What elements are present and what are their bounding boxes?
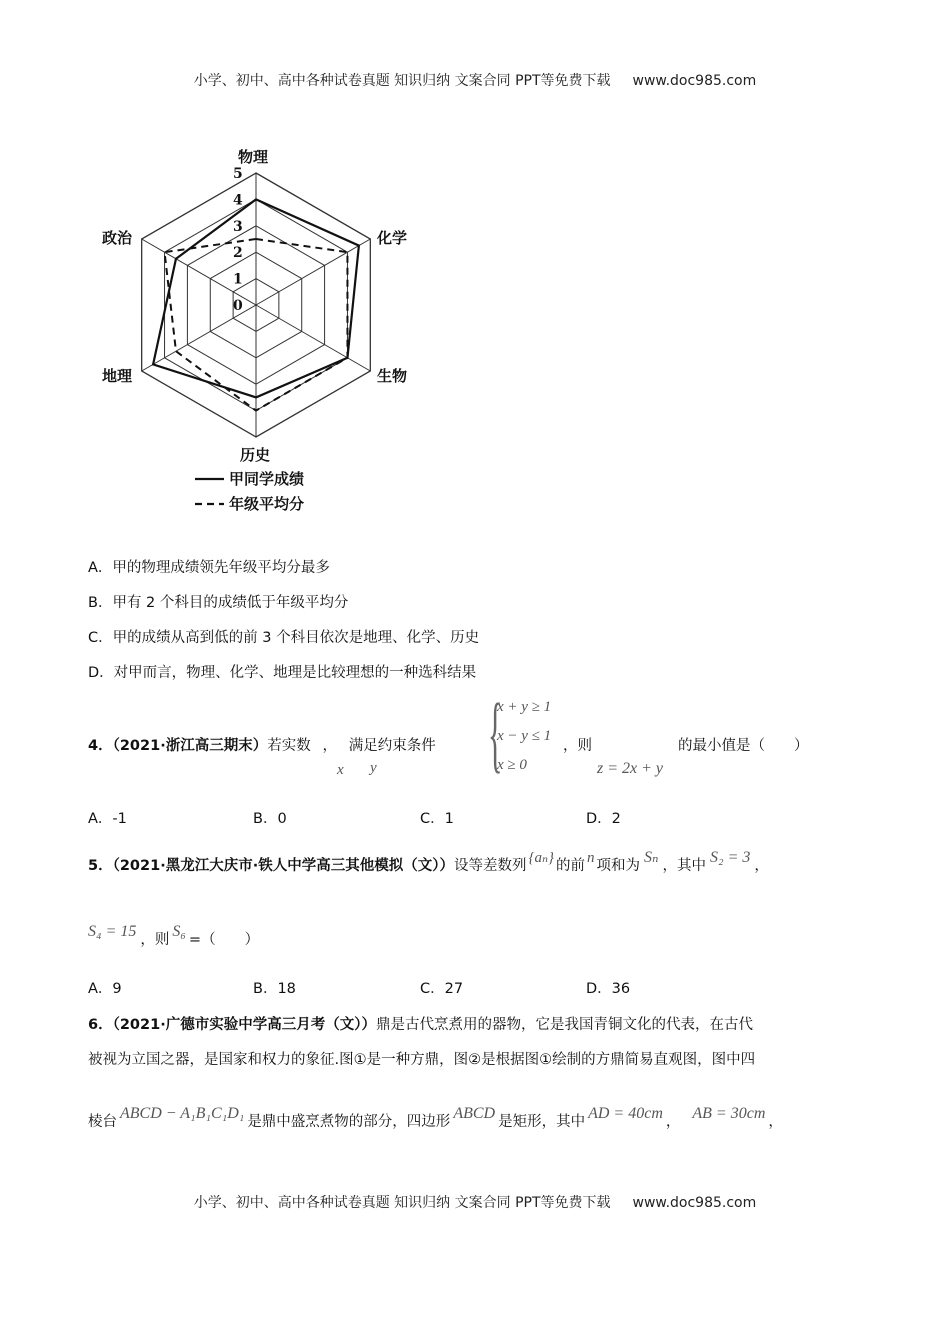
q6-ad: AD = 40cm [588,1105,663,1122]
q4-stem [88,734,436,755]
axis-label-5: 政治 [101,229,133,247]
q5-option-a: A．9 [88,981,122,997]
q4-text3: ，则 [563,738,592,754]
q5-source: （2021·黑龙江大庆市·铁人中学高三其他模拟（文）） [112,858,454,874]
tick-label-2: 2 [233,245,243,262]
q4-option-b: B．0 [253,811,287,827]
q4-option-d: D．2 [586,811,621,827]
q4-comma: ， [322,738,337,754]
axis-label-3: 历史 [239,446,271,464]
q6-line3 [88,1105,783,1131]
q4-constraints [497,693,551,780]
q5-sequence: {aₙ} [528,850,555,866]
q5-sn: Sₙ [644,849,659,866]
q6-text3d: ， [665,1114,681,1130]
q6-text3a: 棱台 [88,1114,117,1130]
axis-label-4: 地理 [101,367,133,385]
q5-stem [88,849,769,875]
q6-text1: 鼎是古代烹煮用的器物，它是我国青铜文化的代表，在古代 [375,1017,753,1033]
radar-legend [195,470,304,513]
q3-option-d: D．对甲而言，物理、化学、地理是比较理想的一种选科结果 [88,665,477,681]
tick-label-4: 4 [233,192,243,209]
q6-abcd: ABCD [453,1105,496,1122]
q6-text3c: 是矩形，其中 [498,1114,586,1130]
page-footer [0,1192,950,1212]
footer-site: www.doc985.com [632,1195,757,1211]
q5-option-b: B．18 [253,981,296,997]
q5-s6: S₆ [172,923,186,940]
q6-text3b: 是鼎中盛烹煮物的部分，四边形 [247,1114,451,1130]
q5-n: n [587,850,595,866]
footer-text: 小学、初中、高中各种试卷真题 知识归纳 文案合同 PPT等免费下载 [193,1195,611,1211]
q5-option-d: D．36 [586,981,631,997]
q6-frustum: ABCD − A₁B₁C₁D₁ [120,1105,245,1122]
q5-text2: 的前 [556,858,586,874]
q4-brace: { [488,685,503,781]
q3-option-b: B．甲有 2 个科目的成绩低于年级平均分 [88,595,349,611]
q6-line2: 被视为立国之器，是国家和权力的象征.图①是一种方鼎，图②是根据图①绘制的方鼎简易直观图，图中四 [88,1052,756,1068]
q4-var-y: y [370,760,377,776]
axis-label-0: 物理 [237,148,269,166]
q4-var-x: x [337,762,344,778]
q4-text1: 若实数 [267,738,311,754]
tick-label-0: 0 [233,298,243,314]
tick-label-1: 1 [233,271,243,288]
q5-text5: ， [754,858,769,874]
q4-constraint-2: x − y ≤ 1 [497,728,552,744]
page-header [0,70,950,90]
axis-label-2: 生物 [376,367,408,385]
q4-option-c: C．1 [420,811,454,827]
tick-label-5: 5 [233,166,243,182]
q5-text7: =（ ） [188,932,260,948]
q6-line1 [88,1013,753,1034]
q5-s2: S₂ = 3 [710,849,751,866]
q4-option-a: A．-1 [88,811,127,827]
q5-line2 [88,923,260,949]
q4-text2: 满足约束条件 [348,738,436,754]
header-text: 小学、初中、高中各种试卷真题 知识归纳 文案合同 PPT等免费下载 [193,73,611,89]
q6-text3e: ， [768,1114,783,1130]
q3-option-c: C．甲的成绩从高到低的前 3 个科目依次是地理、化学、历史 [88,630,480,646]
q5-option-c: C．27 [420,981,464,997]
q5-text4: ，其中 [662,858,707,874]
legend-label-1: 年级平均分 [229,495,305,513]
q5-text6: ，则 [140,932,170,948]
q4-z-expression: z = 2x + y [597,760,664,777]
q6-source: （2021·广德市实验中学高三月考（文）） [112,1017,376,1033]
q4-constraint-3: x ≥ 0 [497,757,527,773]
header-site: www.doc985.com [632,73,757,89]
tick-label-3: 3 [233,218,243,235]
q5-text3: 项和为 [596,858,641,874]
q6-number: 6． [88,1017,113,1033]
q5-number: 5． [88,858,113,874]
q4-source: （2021·浙江高三期末） [112,738,268,754]
q5-s4: S₄ = 15 [88,923,137,940]
q3-option-a: A．甲的物理成绩领先年级平均分最多 [88,560,330,576]
q6-ab: AB = 30cm [692,1105,766,1122]
q4-text4: 的最小值是（ ） [678,738,809,754]
radar-chart [95,140,425,530]
axis-spoke-2 [256,305,370,371]
q4-constraint-1: x + y ≥ 1 [497,699,552,715]
q5-text1: 设等差数列 [453,858,527,874]
axis-label-1: 化学 [376,229,408,247]
q4-number: 4． [88,738,113,754]
legend-label-0: 甲同学成绩 [229,470,305,488]
